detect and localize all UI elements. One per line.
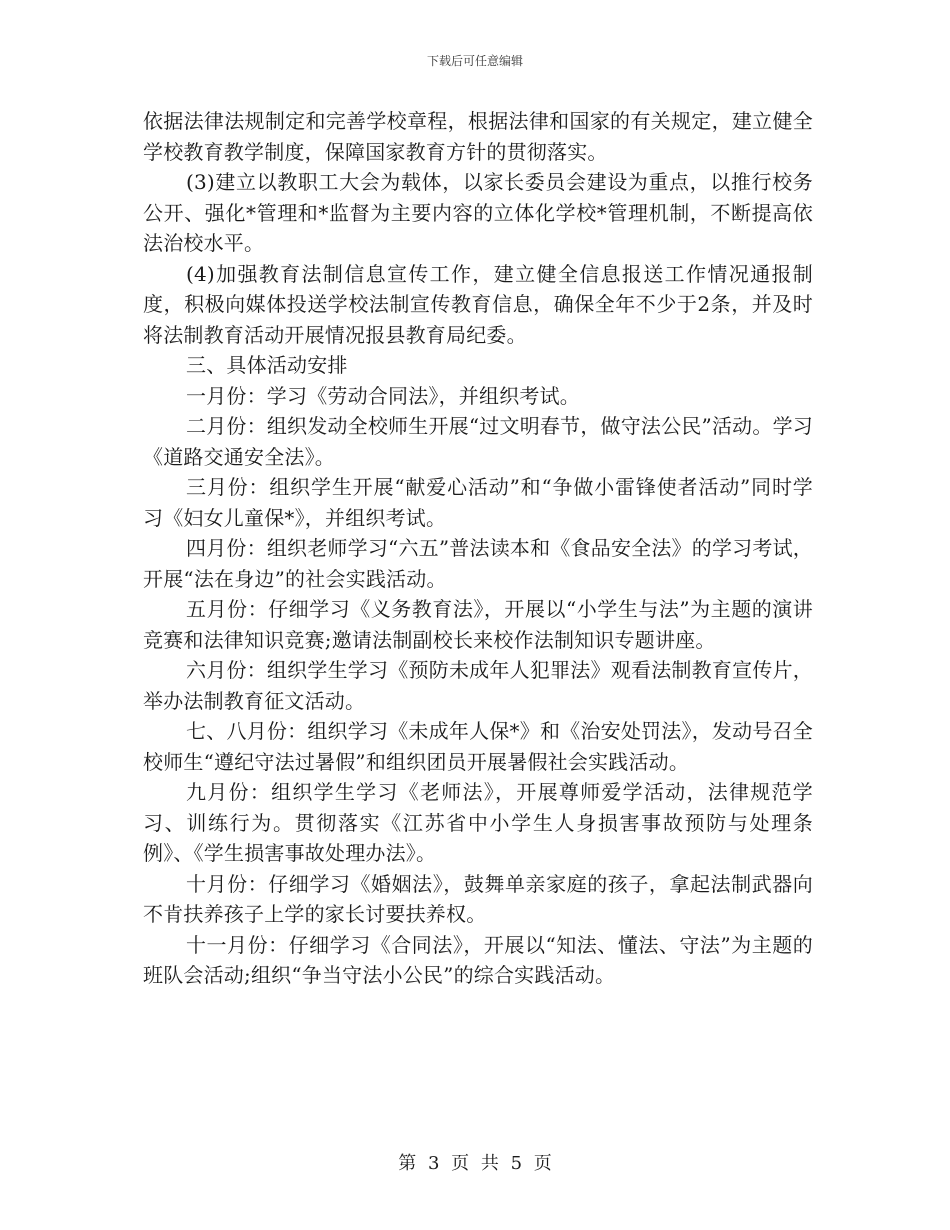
page-number: 第 3 页 共 5 页 [398, 1153, 552, 1174]
paragraph: 三月份：组织学生开展“献爱心活动”和“争做小雷锋使者活动”同时学习《妇女儿童保*》，并组织考试。 [143, 475, 813, 530]
paragraph: (3)建立以教职工大会为载体，以家长委员会建设为重点，以推行校务公开、强化*管理和*监督为主要内容的立体化学校*管理机制，不断提高依法治校水平。 [143, 170, 813, 255]
paragraph: 六月份：组织学生学习《预防未成年人犯罪法》观看法制教育宣传片，举办法制教育征文活动。 [143, 658, 813, 713]
document-body [143, 106, 813, 991]
section-heading: 三、具体活动安排 [186, 353, 348, 377]
paragraph: 四月份：组织老师学习“六五”普法读本和《食品安全法》的学习考试，开展“法在身边”的社会实践活动。 [143, 536, 813, 591]
paragraph: 依据法律法规制定和完善学校章程，根据法律和国家的有关规定，建立健全学校教育教学制度，保障国家教育方针的贯彻落实。 [143, 109, 813, 164]
paragraph: 一月份：学习《劳动合同法》，并组织考试。 [186, 383, 580, 408]
paragraph: 十月份：仔细学习《婚姻法》，鼓舞单亲家庭的孩子，拿起法制武器向不肯扶养孩子上学的家长讨要扶养权。 [143, 871, 813, 926]
paragraph: 九月份：组织学生学习《老师法》，开展尊师爱学活动，法律规范学习、训练行为。贯彻落实《江苏省中小学生人身损害事故预防与处理条例》、《学生损害事故处理办法》。 [143, 780, 813, 865]
paragraph: (4)加强教育法制信息宣传工作，建立健全信息报送工作情况通报制度，积极向媒体投送学校法制宣传教育信息，确保全年不少于2条，并及时将法制教育活动开展情况报县教育局纪委。 [143, 261, 813, 347]
paragraph: 二月份：组织发动全校师生开展“过文明春节，做守法公民”活动。学习《道路交通安全法》。 [143, 414, 813, 469]
paragraph: 七、八月份：组织学习《未成年人保*》和《治安处罚法》，发动号召全校师生“遵纪守法过暑假”和组织团员开展暑假社会实践活动。 [143, 719, 813, 774]
paragraph: 十一月份：仔细学习《合同法》，开展以“知法、懂法、守法”为主题的班队会活动;组织“争当守法小公民”的综合实践活动。 [143, 932, 813, 987]
paragraph: 五月份：仔细学习《义务教育法》，开展以“小学生与法”为主题的演讲竞赛和法律知识竞赛;邀请法制副校长来校作法制知识专题讲座。 [143, 597, 813, 652]
page-header-note: 下载后可任意编辑 [426, 54, 523, 68]
